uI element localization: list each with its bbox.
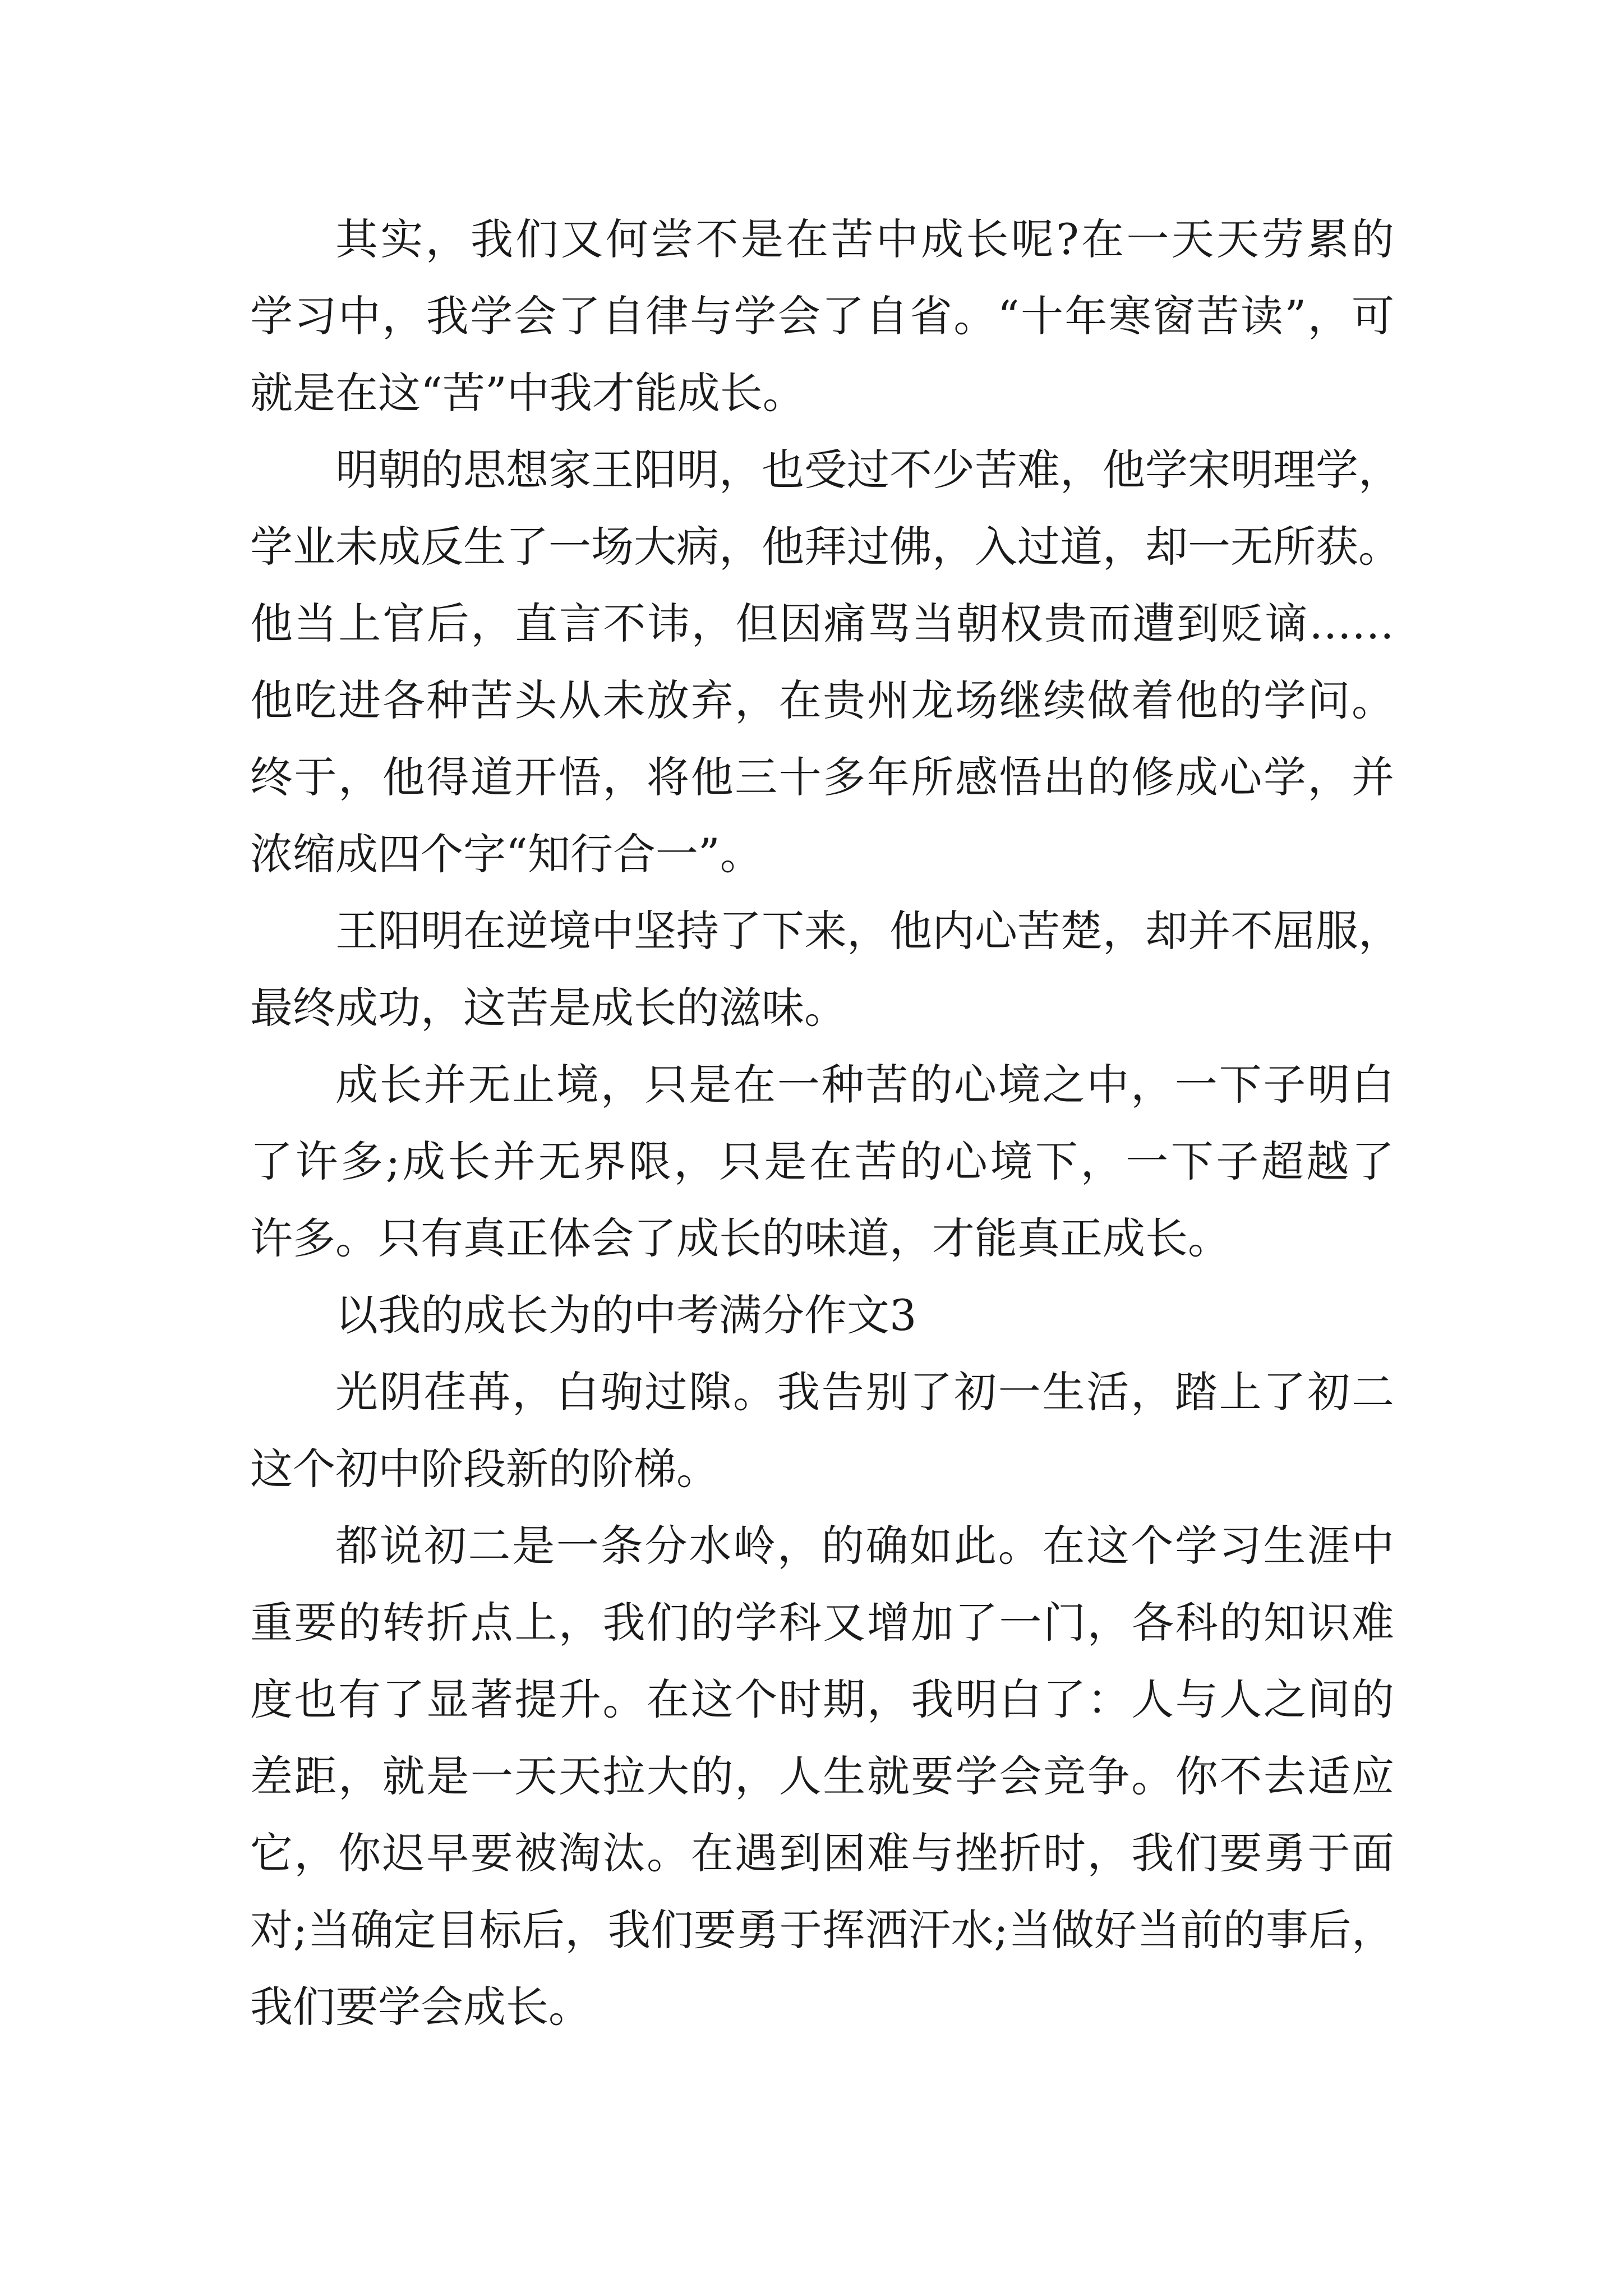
document-body — [250, 201, 1401, 2045]
paragraph-6 — [250, 1507, 1394, 2045]
text-line: 这个初中阶段新的阶梯。 — [250, 1444, 719, 1494]
text-line: 差距，就是一天天拉大的，人生就要学会竞争。你不去适应 — [250, 1751, 1394, 1801]
text-line: 明朝的思想家王阳明，也受过不少苦难，他学宋明理学， — [335, 445, 1401, 495]
text-line: 就是在这“苦”中我才能成长。 — [250, 368, 805, 418]
text-line: 他吃进各种苦头从未放弃，在贵州龙场继续做着他的学问。 — [250, 675, 1394, 725]
paragraph-1 — [250, 201, 1394, 431]
text-line: 王阳明在逆境中坚持了下来，他内心苦楚，却并不屈服， — [335, 906, 1401, 956]
text-line: 它，你迟早要被淘汰。在遇到困难与挫折时，我们要勇于面 — [250, 1828, 1394, 1878]
text-line: 终于，他得道开悟，将他三十多年所感悟出的修成心学，并 — [250, 752, 1394, 802]
text-line: 学业未成反生了一场大病，他拜过佛，入过道，却一无所获。 — [250, 522, 1401, 572]
paragraph-5 — [250, 1354, 1394, 1507]
text-line: 重要的转折点上，我们的学科又增加了一门，各科的知识难 — [250, 1598, 1394, 1648]
text-line: 成长并无止境，只是在一种苦的心境之中，一下子明白 — [335, 1060, 1394, 1110]
text-line: 其实，我们又何尝不是在苦中成长呢?在一天天劳累的 — [335, 214, 1394, 264]
paragraph-4 — [250, 1046, 1394, 1277]
text-line: 许多。只有真正体会了成长的味道，才能真正成长。 — [250, 1213, 1230, 1263]
text-line: 最终成功，这苦是成长的滋味。 — [250, 983, 847, 1033]
text-line: 了许多;成长并无界限，只是在苦的心境下，一下子超越了 — [250, 1137, 1394, 1186]
paragraph-3 — [250, 892, 1401, 1046]
section-heading — [250, 1277, 1394, 1354]
text-line: 他当上官后，直言不讳，但因痛骂当朝权贵而遭到贬谪…… — [250, 599, 1394, 648]
paragraph-2 — [250, 431, 1401, 892]
text-line: 都说初二是一条分水岭，的确如此。在这个学习生涯中 — [335, 1521, 1394, 1571]
text-line: 光阴荏苒，白驹过隙。我告别了初一生活，踏上了初二 — [335, 1367, 1394, 1417]
text-line: 我们要学会成长。 — [250, 1982, 591, 2032]
text-line: 度也有了显著提升。在这个时期，我明白了：人与人之间的 — [250, 1674, 1394, 1724]
text-line: 对;当确定目标后，我们要勇于挥洒汗水;当做好当前的事后， — [250, 1905, 1394, 1955]
heading-text: 以我的成长为的中考满分作文3 — [335, 1290, 917, 1340]
text-line: 浓缩成四个字“知行合一”。 — [250, 829, 763, 879]
text-line: 学习中，我学会了自律与学会了自省。“十年寒窗苦读”，可 — [250, 291, 1394, 341]
